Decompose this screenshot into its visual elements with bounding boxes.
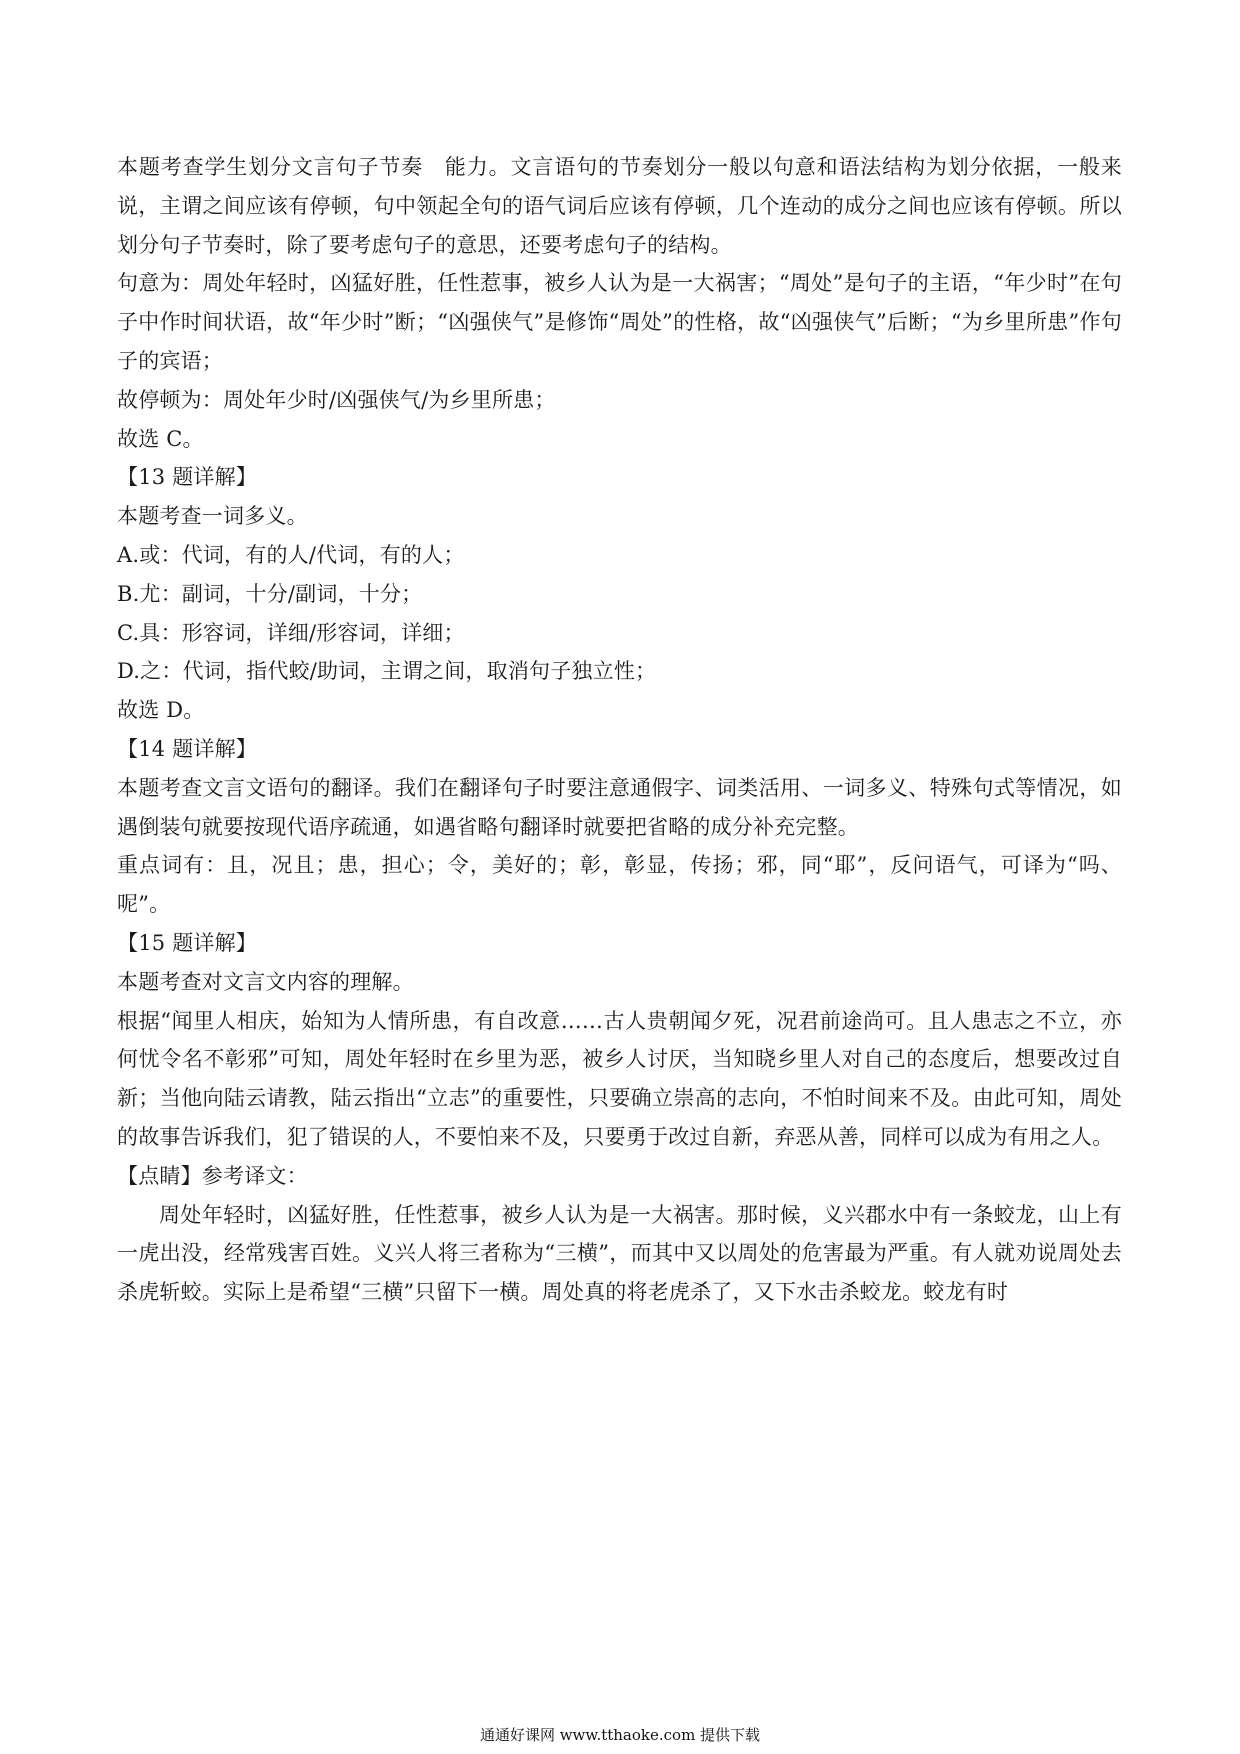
heading-q15: 【15 题详解】 [117,930,257,955]
paragraph-option-d: D.之：代词，指代蛟/助词，主谓之间，取消句子独立性； [117,659,657,684]
paragraph-option-c: C.具：形容词，详细/形容词，详细； [117,620,465,645]
page-footer: 通通好课网 www.tthaoke.com 提供下载 [479,1726,761,1744]
paragraph-rhythm-intro: 本题考查学生划分文言句子节奏 能力。文言语句的节奏划分一般以句意和语法结构为划分依据，一般来说，主谓之间应该有停顿，句中领起全句的语气词后应该有停顿，几个连动的成分之间也应该有停顿。所以划分句子节奏时，除了要考虑句子的意思，还要考虑句子的结构。 [117,155,1122,257]
paragraph-translation: 周处年轻时，凶猛好胜，任性惹事，被乡人认为是一大祸害。那时候，义兴郡水中有一条蛟龙，山上有一虎出没，经常残害百姓。义兴人将三者称为“三横”，而其中又以周处的危害最为严重。有人就劝说周处去杀虎斩蛟。实际上是希望“三横”只留下一横。周处真的将老虎杀了，又下水击杀蛟龙。蛟龙有时 [117,1202,1122,1305]
paragraph-q15-analysis: 根据“闻里人相庆，始知为人情所患，有自改意……古人贵朝闻夕死，况君前途尚可。且人患志之不立，亦何忧令名不彰邪”可知，周处年轻时在乡里为恶，被乡人讨厌，当知晓乡里人对自己的态度后，想要改过自新；当他向陆云请教，陆云指出“立志”的重要性，只要确立崇高的志向，不怕时间来不及。由此可知，周处的故事告诉我们，犯了错误的人，不要怕来不及，只要勇于改过自新，弃恶从善，同样可以成为有用之人。 [117,1008,1122,1149]
paragraph-option-a: A.或：代词，有的人/代词，有的人； [117,542,465,567]
paragraph-q13-intro: 本题考查一词多义。 [117,504,308,529]
document-body [117,148,1122,1312]
heading-q13: 【13 题详解】 [117,465,257,490]
paragraph-choice-d: 故选 D。 [117,698,205,723]
paragraph-q14-intro: 本题考查文言文语句的翻译。我们在翻译句子时要注意通假字、词类活用、一词多义、特殊句式等情况，如遇倒装句就要按现代语序疏通，如遇省略句翻译时就要把省略的成分补充完整。 [117,775,1122,839]
paragraph-key-words: 重点词有：且，况且；患，担心；令，美好的；彰，彰显，传扬；邪，同“耶”，反问语气，可译为“吗、呢”。 [117,853,1122,917]
paragraph-option-b: B.尤：副词，十分/副词，十分； [117,581,423,606]
heading-q14: 【14 题详解】 [117,736,257,761]
heading-reference-translation: 【点睛】参考译文： [117,1163,308,1188]
paragraph-choice-c: 故选 C。 [117,426,204,451]
paragraph-pause-answer: 故停顿为：周处年少时/凶强侠气/为乡里所患； [117,387,556,412]
paragraph-q15-intro: 本题考查对文言文内容的理解。 [117,969,414,994]
paragraph-sentence-meaning: 句意为：周处年轻时，凶猛好胜，任性惹事，被乡人认为是一大祸害；“周处”是句子的主语，“年少时”在句子中作时间状语，故“年少时”断；“凶强侠气”是修饰“周处”的性格，故“凶强侠气”后断；“为乡里所患”作句子的宾语； [117,271,1122,373]
